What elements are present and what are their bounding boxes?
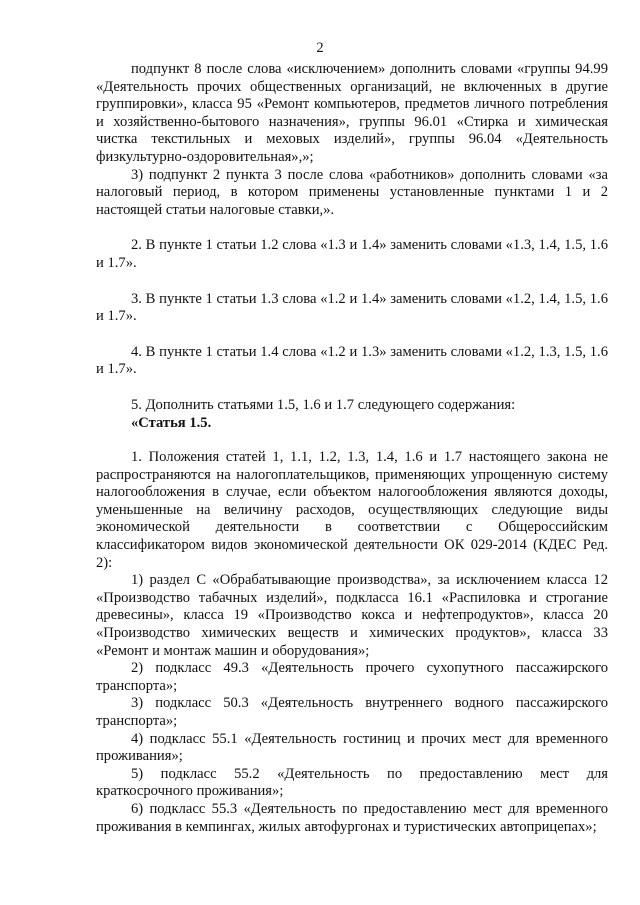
spacer — [96, 219, 608, 237]
list-item-5: 5) подкласс 55.2 «Деятельность по предоставлению мест для краткосрочного проживания»; — [96, 765, 608, 800]
list-item-2: 2) подкласс 49.3 «Деятельность прочего сухопутного пассажирского транспорта»; — [96, 660, 608, 694]
list-item-6: 6) подкласс 55.3 «Деятельность по предоставлению мест для временного проживания в кемпингах, жилых автофургонах и туристических автоприцепах»; — [96, 800, 608, 835]
article-heading: «Статья 1.5. — [131, 414, 212, 431]
list-item-4: 4) подкласс 55.1 «Деятельность гостиниц и прочих мест для временного проживания»; — [96, 730, 608, 765]
paragraph-subitem-3: 3) подпункт 2 пункта 3 после слова «работников» дополнить словами «за налоговый период, в котором применены установленные пунктами 1 и 2 настоящей статьи налоговые ставки,». — [96, 166, 608, 218]
spacer — [96, 379, 608, 397]
document-body — [96, 61, 608, 836]
list-item-3: 3) подкласс 50.3 «Деятельность внутреннего водного пассажирского транспорта»; — [96, 695, 608, 729]
spacer — [96, 273, 608, 291]
paragraph-subitem-8: подпункт 8 после слова «исключением» дополнить словами «группы 94.99 «Деятельность прочих общественных организаций, не включенных в другие группировки», класса 95 «Ремонт компьютеров, предметов личного потребления и хозяйственно-бытового назначения», группы 96.01 «Стирка и химическая чистка текстильных и меховых изделий», группы 96.04 «Деятельность физкультурно-оздоровительная»,»; — [96, 61, 608, 165]
paragraph-item-4: 4. В пункте 1 статьи 1.4 слова «1.2 и 1.3» заменить словами «1.2, 1.3, 1.5, 1.6 и 1.7». — [96, 343, 608, 378]
paragraph-item-5: 5. Дополнить статьями 1.5, 1.6 и 1.7 следующего содержания: — [131, 396, 516, 413]
spacer — [96, 432, 608, 449]
spacer — [96, 326, 608, 344]
paragraph-article-point-1: 1. Положения статей 1, 1.1, 1.2, 1.3, 1.4, 1.6 и 1.7 настоящего закона не распространяются на налогоплательщиков, применяющих упрощенную систему налогообложения в случае, если объектом налогообложения являются доходы, уменьшенные на величину расходов, осуществляющих следующие виды экономической деятельности в соответствии с Общероссийским классификатором видов экономической деятельности ОК 029-2014 (КДЕС Ред. 2): — [96, 449, 608, 571]
page-number: 2 — [316, 40, 324, 56]
paragraph-item-3: 3. В пункте 1 статьи 1.3 слова «1.2 и 1.4» заменить словами «1.2, 1.4, 1.5, 1.6 и 1.7». — [96, 290, 608, 325]
list-item-1: 1) раздел C «Обрабатывающие производства», за исключением класса 12 «Производство табачных изделий», подкласса 16.1 «Распиловка и строгание древесины», класса 19 «Производство кокса и нефтепродуктов», класса 20 «Производство химических веществ и химических продуктов», класса 33 «Ремонт и монтаж машин и оборудования»; — [96, 572, 608, 659]
paragraph-item-2: 2. В пункте 1 статьи 1.2 слова «1.3 и 1.4» заменить словами «1.3, 1.4, 1.5, 1.6 и 1.7». — [96, 237, 608, 271]
